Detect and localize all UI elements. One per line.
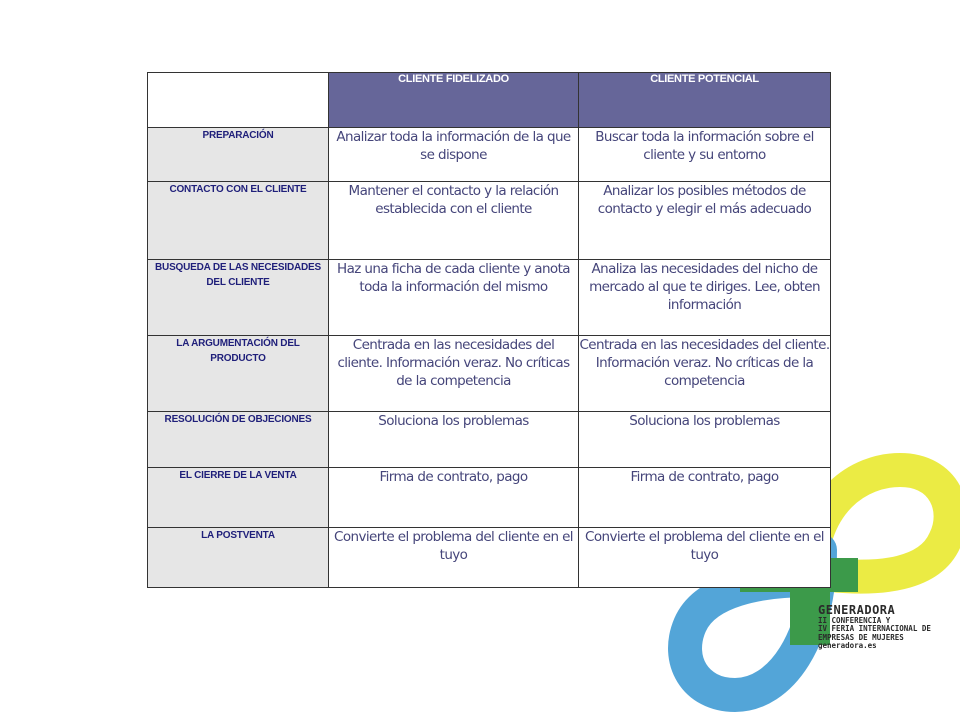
potencial-cell: Analizar los posibles métodos de contacto y elegir el más adecuado — [579, 182, 831, 260]
potencial-cell: Firma de contrato, pago — [579, 468, 831, 528]
logo-line: IV FERIA INTERNACIONAL DE — [818, 624, 931, 634]
logo-line: generadora.es — [818, 640, 877, 650]
generadora-logo-text — [818, 604, 960, 650]
fidelizado-cell: Centrada en las necesidades del cliente. Información veraz. No críticas de la competencia — [329, 336, 579, 412]
stage-label: BUSQUEDA DE LAS NECESIDADES DEL CLIENTE — [148, 260, 329, 336]
logo-line: II CONFERENCIA Y — [818, 616, 891, 626]
logo-line: EMPRESAS DE MUJERES — [818, 632, 904, 642]
table-row — [148, 336, 831, 412]
table-row — [148, 528, 831, 588]
table-corner-cell — [148, 73, 329, 128]
fidelizado-cell: Soluciona los problemas — [329, 412, 579, 468]
stage-label: CONTACTO CON EL CLIENTE — [148, 182, 329, 260]
stage-label: EL CIERRE DE LA VENTA — [148, 468, 329, 528]
potencial-cell: Analiza las necesidades del nicho de mercado al que te diriges. Lee, obten información — [579, 260, 831, 336]
stage-label: LA ARGUMENTACIÓN DEL PRODUCTO — [148, 336, 329, 412]
potencial-cell: Convierte el problema del cliente en el tuyo — [579, 528, 831, 588]
table-row — [148, 412, 831, 468]
table-row — [148, 260, 831, 336]
column-header-fidelizado: CLIENTE FIDELIZADO — [329, 73, 579, 128]
fidelizado-cell: Haz una ficha de cada cliente y anota toda la información del mismo — [329, 260, 579, 336]
table-row — [148, 468, 831, 528]
fidelizado-cell: Analizar toda la información de la que se dispone — [329, 128, 579, 182]
sales-process-table — [147, 72, 831, 588]
stage-label: RESOLUCIÓN DE OBJECIONES — [148, 412, 329, 468]
stage-label: LA POSTVENTA — [148, 528, 329, 588]
potencial-cell: Soluciona los problemas — [579, 412, 831, 468]
column-header-potencial: CLIENTE POTENCIAL — [579, 73, 831, 128]
table-row — [148, 128, 831, 182]
fidelizado-cell: Mantener el contacto y la relación establecida con el cliente — [329, 182, 579, 260]
logo-title: GENERADORA — [818, 603, 896, 617]
potencial-cell: Centrada en las necesidades del cliente. Información veraz. No críticas de la competencia — [579, 336, 831, 412]
fidelizado-cell: Convierte el problema del cliente en el tuyo — [329, 528, 579, 588]
table-header-row — [148, 73, 831, 128]
stage-label: PREPARACIÓN — [148, 128, 329, 182]
table-row — [148, 182, 831, 260]
fidelizado-cell: Firma de contrato, pago — [329, 468, 579, 528]
potencial-cell: Buscar toda la información sobre el cliente y su entorno — [579, 128, 831, 182]
